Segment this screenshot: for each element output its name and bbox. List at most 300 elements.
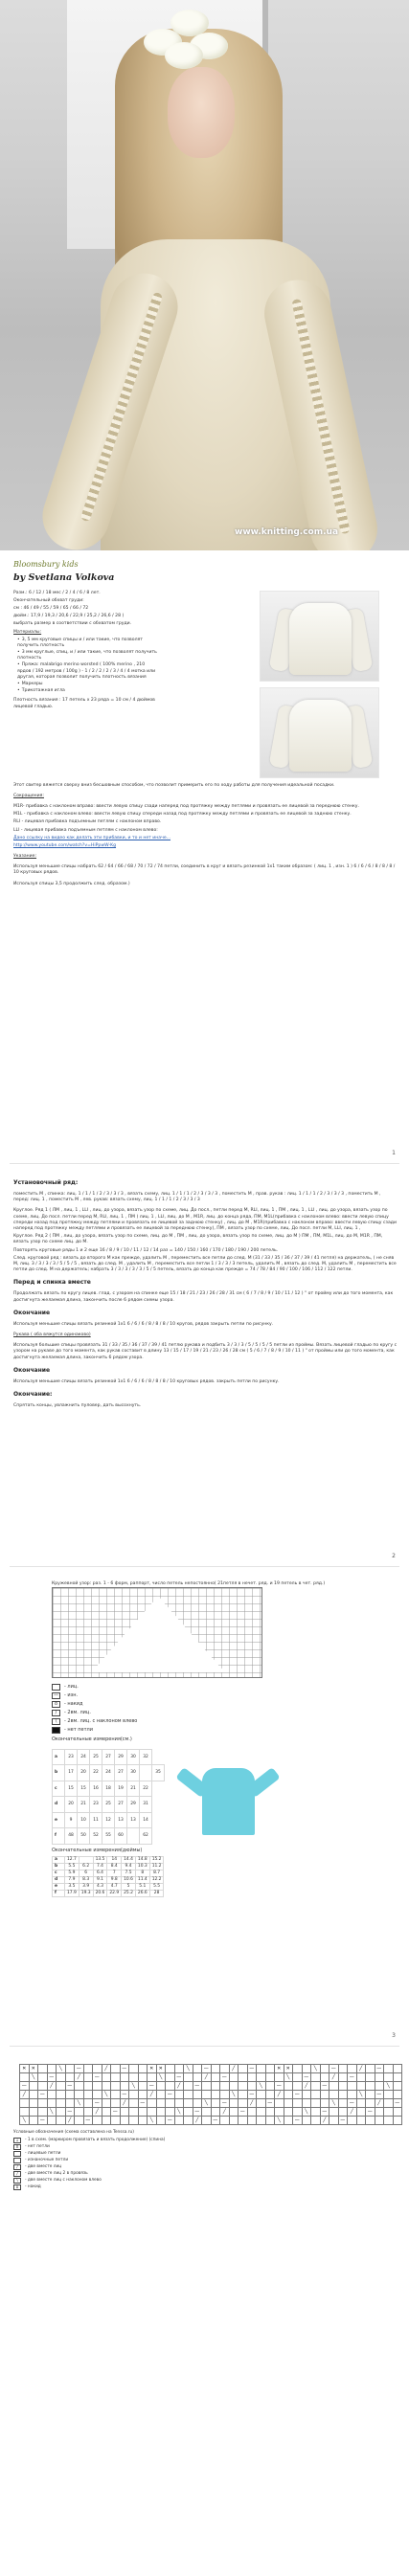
chart-cell [257,2108,266,2117]
chart-cell [329,2091,339,2099]
chart-cell [129,2099,139,2108]
yarn-over-icon: o [13,2184,21,2190]
chart-cell: ╲ [257,2082,266,2091]
size-cell: 10.3 [135,1863,149,1870]
chart-cell [111,2117,121,2125]
chart-cell [302,2091,311,2099]
chart-cell [284,2099,293,2108]
chart-cell: — [220,2099,230,2108]
conv-item: - лицевые петли [13,2151,398,2157]
chart-cell [329,2108,339,2117]
chart-cell [329,2117,339,2125]
chart-cell [83,2099,93,2108]
chart-cell: ╲ [174,2108,184,2117]
chart-cell [57,2091,66,2099]
chart-cell: ╱ [329,2073,339,2082]
size-row-key: f [53,1890,65,1896]
size-cell: 10 [78,1812,90,1828]
chart-cell [356,2073,366,2082]
chart-cell [293,2065,303,2073]
raglan-para: Повторять круговые ряды 1 и 2 еще 16 / 8 / 9 / 10 / 11 / 12 / 14 раз = 140 / 150 / 160 / 170 / 180 / 190 / 200 петель. [13,1247,279,1253]
watermark: www.knitting.com.ua [235,527,339,537]
k2tog-icon: / [13,2164,21,2170]
materials-title: Материалы: [13,629,42,635]
chart-cell [20,2099,30,2108]
size-cell [127,1828,140,1845]
sweater-photos [163,591,379,778]
legend-item: - лиц. [52,1684,398,1691]
chart-cell: ╱ [275,2091,284,2099]
chart-cell: — [338,2117,348,2125]
yarn-over-icon: o [52,1701,60,1708]
size-cell: 18 [102,1781,115,1797]
seamless-note: Этот свитер вяжется сверху вниз бесшовным способом, что позволит примерить его по ходу работы для получения идеальной посадки. [13,782,335,788]
chart-cell [57,2108,66,2117]
chart-cell: — [393,2099,402,2108]
chart-cell [38,2065,48,2073]
chart-cell [284,2082,293,2091]
sweater-photo-front [260,591,379,682]
chart-cell [148,2099,157,2108]
inch-title: Окончательные измерения(дюймы) [52,1847,143,1853]
chart-cell [239,2091,248,2099]
chart-cell: — [20,2082,30,2091]
size-cell: 13 [115,1812,127,1828]
chart-cell [375,2082,384,2091]
chart-cell [229,2108,239,2117]
chart-cell [265,2065,275,2073]
size-cell: 7.5 [122,1870,136,1876]
chart-cell: ╲ [20,2117,30,2125]
chart-cell [65,2099,75,2108]
materials-item: • Трикотажная игла [13,688,157,694]
size-row [53,1883,164,1890]
chart-cell: — [202,2065,212,2073]
size-row-key: b [53,1863,65,1870]
chart-cell [120,2108,129,2117]
chart-cell: — [193,2108,202,2117]
chart-cell: ╱ [302,2082,311,2091]
chart-cell [211,2065,220,2073]
abbr-item: M1L - прибавка с наклоном влево: ввести левую спицу спереди назад под протяжку между петлями и провязать ее лицевой за заднюю стенку. [13,812,352,818]
chart-cell: — [348,2099,357,2108]
chart-cell [320,2091,329,2099]
chart-cell: ╲ [129,2082,139,2091]
chart-cell: ✕ [156,2065,166,2073]
size-row-key: b [53,1765,65,1781]
chart-cell: — [220,2073,230,2082]
chart-row [20,2065,402,2073]
size-cell: 19.3 [79,1890,93,1896]
chart-cell: ✕ [20,2065,30,2073]
chart-cell [166,2099,175,2108]
chart-cell [38,2082,48,2091]
chart-cell: ╱ [348,2108,357,2117]
sleeves-title: Рукава ( оба вяжутся одинаково) [13,1333,91,1338]
chart-cell [302,2065,311,2073]
chart-cell [284,2091,293,2099]
page-number: 3 [392,2031,396,2039]
chart-cell: ╲ [329,2099,339,2108]
chart-cell: ╱ [375,2099,384,2108]
chart-cell [265,2091,275,2099]
sweater-photo-back [260,687,379,778]
size-row [53,1828,165,1845]
size-cell: 14 [107,1856,122,1863]
chart-cell [38,2099,48,2108]
chart-cell [129,2091,139,2099]
size-row-key: c [53,1870,65,1876]
chart-cell [184,2091,193,2099]
size-cell: 23 [90,1797,102,1813]
chart-cell: ╱ [148,2091,157,2099]
chart-cell [202,2091,212,2099]
chart-cell: — [166,2091,175,2099]
finish-title: Окончание [13,1309,51,1316]
chart-cell [338,2108,348,2117]
chart-cell: — [247,2065,257,2073]
size-cell: 4.3 [93,1883,107,1890]
page-3 [0,1567,409,2046]
size-cell: 35 [152,1765,165,1781]
gauge: Плотность вязания : 17 петель х 23 ряда = 10 см / 4 дюймов лицевой гладью. [13,698,155,709]
chart-cell [247,2117,257,2125]
chart-cell: ╱ [220,2108,230,2117]
size-cell: 5 [122,1883,136,1890]
chart-cell [102,2099,111,2108]
chart-cell: ╲ [148,2117,157,2125]
size-cell: 8 [135,1870,149,1876]
chart-cell: ╲ [284,2073,293,2082]
size-cell: 29 [115,1749,127,1765]
chart-cell [148,2108,157,2117]
chart-cell: ╲ [302,2108,311,2117]
chart-cell: — [293,2091,303,2099]
video-link[interactable]: http://www.youtube.com/watch?v=HiPpwW-Kg [13,842,117,848]
size-cell: 6.4 [93,1870,107,1876]
chart-cell: ╱ [320,2117,329,2125]
abbr-title: Сокращения: [13,793,44,798]
no-stitch-icon: X [13,2144,21,2150]
chart-cell [184,2082,193,2091]
chart-cell: ╲ [384,2082,394,2091]
chart-cell [83,2108,93,2117]
girl-face [168,67,235,158]
chart-cell [393,2073,402,2082]
chart-cell [193,2073,202,2082]
chart-cell [211,2099,220,2108]
size-cell: 15 [65,1781,78,1797]
chart-cell [393,2108,402,2117]
legend-item: - нет петли [52,1727,398,1734]
size-cell: 60 [115,1828,127,1845]
size-cell: 13.5 [93,1856,107,1863]
chart-cell: — [120,2091,129,2099]
size-cell: 16 [90,1781,102,1797]
size-cell: 25 [102,1797,115,1813]
size-cell: 13 [127,1812,140,1828]
chart-cell [129,2065,139,2073]
chart-cell [129,2108,139,2117]
legend-item: — - изн. [54,1692,79,1699]
size-cell: 23 [65,1749,78,1765]
chart-cell [93,2082,102,2091]
size-cell: 14.8 [135,1856,149,1863]
chart-cell [129,2117,139,2125]
page-2 [0,1164,409,1566]
chart-cell [93,2091,102,2099]
brand-title: Bloomsbury kids [13,560,79,569]
chart-cell [366,2117,375,2125]
size-cell: 62 [140,1828,152,1845]
raglan-para: Круглое. Ряд 2 ( ПМ , лиц. до узора, вязать узор по схеме, лиц. до М , ПМ , лиц. до узора, вязать узор по схеме, лиц. до М ) ПМ , ПМ, M1L, лиц. до М, M1R , ПМ, вязать узор по схеме лиц. до М. [13,1234,383,1245]
size-cell [79,1856,93,1863]
size-cell: 55 [102,1828,115,1845]
chart-cell [329,2082,339,2091]
chart-cell [366,2099,375,2108]
size-cell: 11.4 [135,1876,149,1883]
chart-cell: — [329,2065,339,2073]
chart-cell [47,2065,57,2073]
chart-cell [356,2108,366,2117]
size-cell: 19 [115,1781,127,1797]
chart-cell [174,2099,184,2108]
raglan-text [13,1208,398,1273]
chart-cell: — [293,2117,303,2125]
chart-cell: — [375,2065,384,2073]
chart-cell [174,2091,184,2099]
materials-item: • Маркеры [13,682,157,687]
conv-item: / - две вместе лиц 2 в провязь [13,2171,398,2177]
chart-cell: — [174,2073,184,2082]
hero-photo [0,0,409,550]
chart-cell: ╱ [47,2082,57,2091]
chart-cell [293,2073,303,2082]
size-cell: 22 [90,1765,102,1781]
chart-cell [29,2099,38,2108]
chart-cell [229,2099,239,2108]
measurement-diagram [169,1758,284,1845]
chart-cell [366,2065,375,2073]
size-line: выбрать размер в соответствии с обхватом груди. [13,621,132,627]
size-cell: 26.6 [135,1890,149,1896]
chart-cell: — [302,2073,311,2082]
size-cell: 27 [102,1749,115,1765]
chart-cell [320,2099,329,2108]
chart-cell [348,2091,357,2099]
chart-cell: — [120,2065,129,2073]
chart-row [20,2073,402,2082]
chart-cell: — [93,2073,102,2082]
chart-cell [265,2117,275,2125]
sleeves-finish-title: Окончание [13,1366,51,1374]
chart-cell: ╱ [229,2065,239,2073]
chart-cell [311,2091,321,2099]
size-cell: 17.9 [65,1890,80,1896]
chart-cell [57,2082,66,2091]
chart-cell: ╲ [156,2073,166,2082]
size-row [53,1812,165,1828]
chart-cell [111,2082,121,2091]
final-title: Окончание: [13,1391,53,1399]
chart-cell: ╲ [275,2117,284,2125]
chart-cell [338,2073,348,2082]
abbr-item: M1R- прибавка с наклоном вправо: ввести левую спицу сзади наперед под протяжку между петлями и провязать ее лицевой за переднюю стенку. [13,803,359,809]
chart-cell [311,2073,321,2082]
chart-cell [311,2117,321,2125]
legend-item: o - накид [52,1701,398,1708]
chart-cell: — [375,2091,384,2099]
size-row-key: d [53,1797,65,1813]
page-1 [0,550,409,1163]
chart-cell [57,2073,66,2082]
size-cell: 14 [140,1812,152,1828]
cm-table [52,1749,165,1845]
chart-cell: ╱ [75,2073,84,2082]
chart-cell [348,2065,357,2073]
chart-cell [156,2108,166,2117]
chart-cell [20,2073,30,2082]
size-row-key: d [53,1876,65,1883]
size-cell: 30 [127,1765,140,1781]
note-text-2: Используя спицы 3,5 продолжить след. образом.) [13,881,130,886]
chart-cell [174,2117,184,2125]
chart-cell [366,2091,375,2099]
chart-cell [166,2073,175,2082]
conv-item: / - две вместе лиц [13,2164,398,2170]
size-cell: 7 [107,1870,122,1876]
chart-cell [184,2108,193,2117]
chart-cell [320,2065,329,2073]
chart-row [20,2108,402,2117]
chart-cell: ╲ [75,2099,84,2108]
chart-cell [348,2082,357,2091]
k2tog-tbl-icon: / [13,2171,21,2177]
size-line: см : 46 / 49 / 55 / 59 / 65 / 66 / 72 [13,605,89,611]
chart-cell: ╲ [202,2099,212,2108]
size-row-key: f [53,1828,65,1845]
sleeves-text: Используя большие спицы провязать 31 / 33 / 35 / 36 / 37 / 39 / 41 петлю рукава и подбить 3 / 3 / 3 / 5 / 5 / 5 / 5 петли из проймы. Вязать лицевой гладью по кругу с узором на рукаве до того момента, как рукав составит в длину 13 / 15 / 17 / 19 / 21 / 23 / 26 / 28 см ( 5 / 6 / 7 / 8 / 9 / 10 / 11 ) " от проймы или до того момента, как достигнута желаемая длина, закончить 6 рядом узора. [13,1343,398,1360]
size-cell: 8.4 [107,1863,122,1870]
setup-title: Установочный ряд: [13,1179,79,1186]
size-row-key: e [53,1883,65,1890]
chart-cell [75,2091,84,2099]
size-cell: 10.6 [122,1876,136,1883]
chart-cell [239,2099,248,2108]
chart-cell [338,2082,348,2091]
chart-cell: — [65,2082,75,2091]
chart-cell [338,2091,348,2099]
chart-cell [65,2091,75,2099]
size-line: Разм.: 6 / 12 / 18 мес / 2 / 4 / 6 / 8 лет. [13,590,101,595]
chart-cell [293,2108,303,2117]
size-cell: 15.2 [149,1856,164,1863]
size-cell: 5.5 [65,1863,80,1870]
chart-cell: ✕ [148,2065,157,2073]
sleeves-finish-text: Используя меньшие спицы вязать резинкой 1х1 6 / 6 / 6 / 8 / 8 / 8 / 10 круговых рядов. закрыть петли по рисунку. [13,1378,280,1384]
chart-cell [83,2065,93,2073]
chart-cell [211,2091,220,2099]
size-cell: 7.4 [93,1863,107,1870]
chart-cell [193,2091,202,2099]
size-cell: 12.7 [65,1856,80,1863]
chart-cell [275,2099,284,2108]
size-row [53,1856,164,1863]
chart-cell [275,2073,284,2082]
size-cell: 24 [78,1749,90,1765]
chart-cell [156,2082,166,2091]
chart-cell: — [83,2117,93,2125]
abbr-link-note[interactable]: Дано ссылку на видео как делать эти прибавки, и то и нет иначе... [13,835,171,840]
chart-cell [257,2099,266,2108]
size-cell: 48 [65,1828,78,1845]
size-cell: 3.5 [65,1883,80,1890]
chart-cell: — [320,2108,329,2117]
intro [13,591,398,778]
chart-cell [229,2117,239,2125]
chart-cell: ╱ [93,2108,102,2117]
size-row-key: e [53,1812,65,1828]
chart-cell [138,2117,148,2125]
size-cell: 9.1 [93,1876,107,1883]
chart-cell [311,2108,321,2117]
body-text: Продолжать вязать по кругу лицев. глад. с узором на спинке еще 15 / 18 / 21 / 23 / 26 / 28 / 31 см ( 6 / 7 / 8 / 9 / 10 / 11 / 12 ) " от пройму или до того момента, как достигнута желаемая длина, закончить после 6 рядом схемы узора. [13,1291,394,1303]
size-cell: 11 [90,1812,102,1828]
chart-cell [120,2073,129,2082]
size-cell: 20 [65,1797,78,1813]
chart-cell [220,2091,230,2099]
chart-cell [220,2117,230,2125]
chart-cell [75,2108,84,2117]
chart-cell: ╲ [102,2091,111,2099]
size-row [53,1890,164,1896]
chart-cell [166,2065,175,2073]
knit-icon [13,2151,21,2157]
chart-cell [384,2073,394,2082]
chart-cell [102,2082,111,2091]
size-cell: 22 [140,1781,152,1797]
chart-cell [211,2073,220,2082]
chart-cell [102,2108,111,2117]
chart-cell: — [65,2108,75,2117]
chart-row [20,2099,402,2108]
lace-chart [52,1587,262,1678]
chart-cell [184,2099,193,2108]
chart-cell: — [38,2091,48,2099]
chart-cell [384,2117,394,2125]
legend-item: \ - 2вм. лиц. с наклоном влево [52,1718,398,1725]
page-4 [0,2047,409,2190]
size-cell: 15 [78,1781,90,1797]
chart-cell [338,2099,348,2108]
setup-text: поместить М , спинка: лиц. 1 / 1 / 1 / 2 / 3 / 3 / 3 , вязать схему, лиц. 1 / 1 / 1 / 2 / 3 / 3 / 3 , поместить М , пpав. рукав : лиц. 1 / 1 / 1 / 2 / 3 / 3 / 3 , поместить М , перед: лиц. 1 , поместить М , лев. рукав: вязать схему, лиц. 1 / 1 / 1 / 2 / 3 / 3 / 3 [13,1192,381,1203]
size-cell [140,1765,152,1781]
chart-cell [47,2099,57,2108]
size-cell: 9.8 [107,1876,122,1883]
chart-cell [229,2082,239,2091]
conv-item: o - накид [13,2184,398,2190]
size-cell: 20.6 [93,1890,107,1896]
chart-cell: ╱ [120,2099,129,2108]
knitting-chart [19,2064,402,2125]
size-cell: 20 [78,1765,90,1781]
chart-cell: ╱ [193,2117,202,2125]
chart-cell: ╲ [57,2065,66,2073]
chart-cell [83,2091,93,2099]
chart-cell [356,2117,366,2125]
chart-row [20,2082,402,2091]
chart-cell [138,2108,148,2117]
